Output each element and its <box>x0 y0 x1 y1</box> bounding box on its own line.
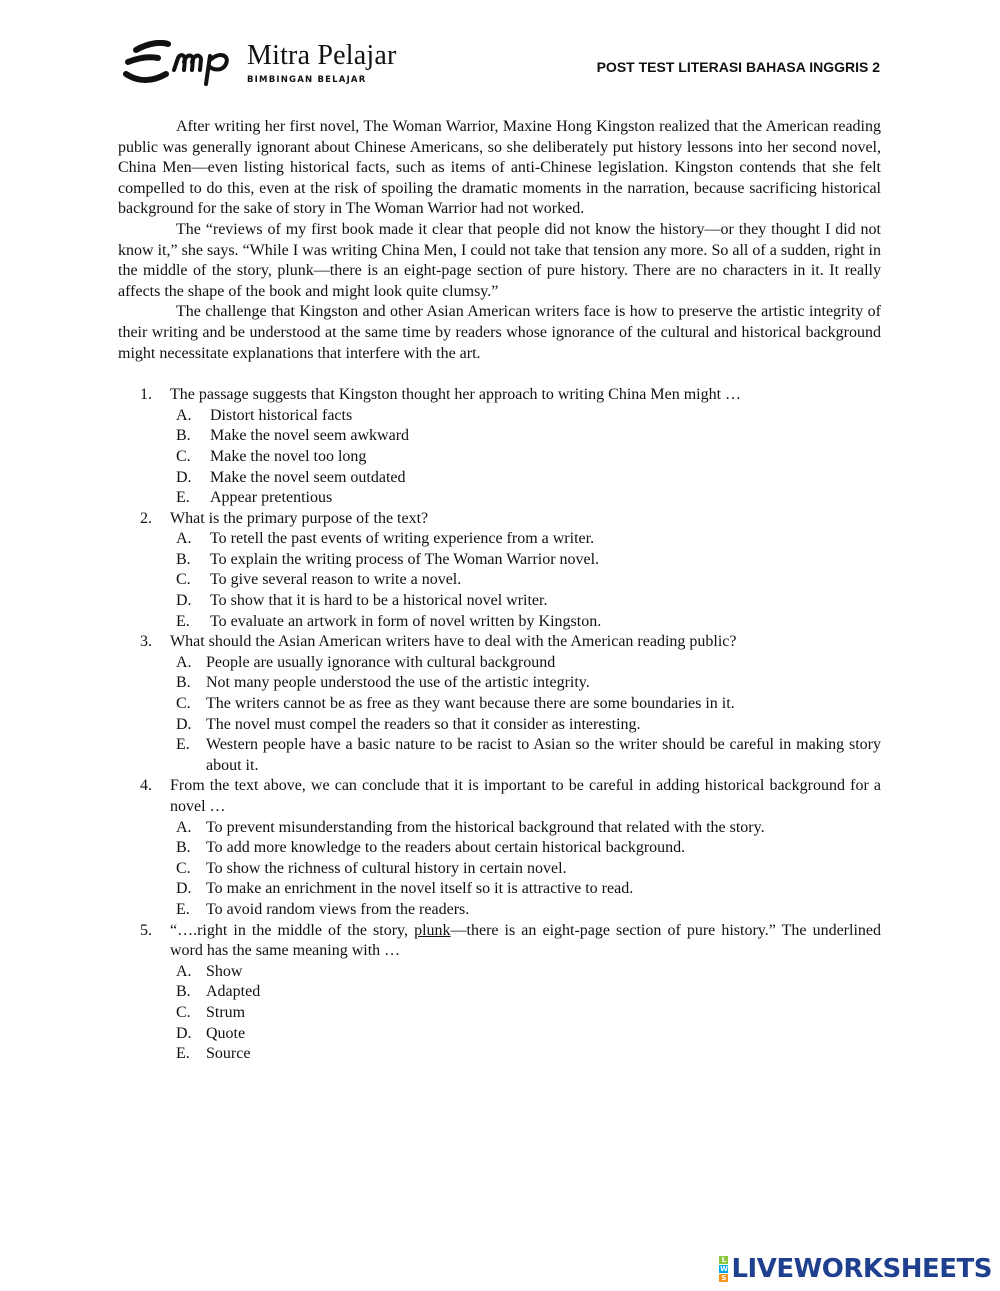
option-item[interactable] <box>170 488 881 509</box>
option-letter: B. <box>176 674 191 692</box>
option-letter: D. <box>176 715 192 733</box>
option-letter: C. <box>176 447 191 465</box>
option-text: Make the novel too long <box>210 447 367 465</box>
logo-name: Mitra Pelajar <box>247 40 397 71</box>
option-letter: C. <box>176 859 191 877</box>
question-list <box>118 385 881 1065</box>
option-letter: D. <box>176 880 192 898</box>
option-item[interactable] <box>170 879 881 900</box>
liveworksheets-logo-icon <box>719 1256 728 1283</box>
option-letter: D. <box>176 1024 192 1042</box>
underlined-word: plunk <box>414 921 451 939</box>
question-number: 3. <box>140 633 152 651</box>
option-letter: E. <box>176 612 190 630</box>
option-letter: D. <box>176 468 192 486</box>
option-item[interactable] <box>170 673 881 694</box>
option-text: To give several reason to write a novel. <box>210 571 462 589</box>
option-list <box>170 653 881 777</box>
option-letter: C. <box>176 571 191 589</box>
question-text-before: “….right in the middle of the story, <box>170 921 415 939</box>
option-text: To retell the past events of writing experience from a writer. <box>210 530 595 548</box>
document-title: POST TEST LITERASI BAHASA INGGRIS 2 <box>596 59 880 75</box>
question-number: 4. <box>140 777 152 795</box>
option-item[interactable] <box>170 468 881 489</box>
option-text: Western people have a basic nature to be racist to Asian so the writer should be careful in making story about it. <box>206 736 881 774</box>
option-text: Not many people understood the use of the artistic integrity. <box>206 674 590 692</box>
question-5 <box>118 921 881 1065</box>
option-item[interactable] <box>170 550 881 571</box>
option-text: Source <box>206 1045 251 1063</box>
page-header <box>0 0 1000 100</box>
option-letter: A. <box>176 962 192 980</box>
option-list <box>170 962 881 1065</box>
option-text: Appear pretentious <box>210 489 333 507</box>
option-text: To add more knowledge to the readers about certain historical background. <box>206 839 686 857</box>
option-letter: B. <box>176 983 191 1001</box>
option-item[interactable] <box>170 859 881 880</box>
option-letter: E. <box>176 736 190 754</box>
option-text: Strum <box>206 1003 246 1021</box>
option-text: To show the richness of cultural history in certain novel. <box>206 859 567 877</box>
option-item[interactable] <box>170 426 881 447</box>
liveworksheets-brand[interactable] <box>719 1254 992 1284</box>
reading-passage <box>118 117 881 364</box>
option-text: To prevent misunderstanding from the historical background that related with the story. <box>206 818 765 836</box>
passage-paragraph: After writing her first novel, The Woman Warrior, Maxine Hong Kingston realized that the American reading public was generally ignorant about Chinese Americans, so she deliberately put history lessons into her second novel, China Men—even listing historical facts, such as items of anti-Chinese legislation. Kingston contends that she felt compelled to do this, even at the risk of spoiling the dramatic moments in the narration, because sacrificing historical background for the sake of story in The Woman Warrior had not worked. <box>118 118 881 218</box>
passage-paragraph: The challenge that Kingston and other Asian American writers face is how to preserve the artistic integrity of their writing and be understood at the same time by readers whose ignorance of the cultural and historical background might necessitate explanations that interfere with the art. <box>118 303 881 362</box>
option-text: Make the novel seem awkward <box>210 427 410 445</box>
option-letter: B. <box>176 550 191 568</box>
question-text: What is the primary purpose of the text? <box>170 509 429 527</box>
option-text: People are usually ignorance with cultural background <box>206 653 556 671</box>
option-item[interactable] <box>170 1044 881 1065</box>
option-letter: E. <box>176 489 190 507</box>
option-letter: A. <box>176 653 192 671</box>
option-item[interactable] <box>170 715 881 736</box>
option-letter: C. <box>176 695 191 713</box>
question-number: 2. <box>140 509 152 527</box>
option-item[interactable] <box>170 612 881 633</box>
option-letter: D. <box>176 592 192 610</box>
option-item[interactable] <box>170 838 881 859</box>
brand-mark-letter: W <box>720 1264 728 1273</box>
option-item[interactable] <box>170 1003 881 1024</box>
question-4 <box>118 776 881 920</box>
option-text: The novel must compel the readers so that it consider as interesting. <box>206 715 641 733</box>
option-letter: A. <box>176 818 192 836</box>
question-text-after: —there is an eight-page section of pure history.” The underlined word has the same meaning with … <box>170 921 881 960</box>
option-letter: B. <box>176 427 191 445</box>
option-letter: C. <box>176 1003 191 1021</box>
option-letter: A. <box>176 406 192 424</box>
option-letter: E. <box>176 1045 190 1063</box>
option-text: To show that it is hard to be a historical novel writer. <box>210 592 548 610</box>
logo-subtitle: BIMBINGAN BELAJAR <box>247 75 367 85</box>
option-item[interactable] <box>170 591 881 612</box>
question-text: From the text above, we can conclude that it is important to be careful in adding historical background for a novel … <box>170 777 881 815</box>
option-text: Make the novel seem outdated <box>210 468 406 486</box>
option-item[interactable] <box>170 735 881 776</box>
option-text: To make an enrichment in the novel itself so it is attractive to read. <box>206 880 634 898</box>
option-item[interactable] <box>170 1024 881 1045</box>
option-list <box>170 406 881 509</box>
brand-mark-letter: S <box>721 1273 727 1282</box>
question-2 <box>118 509 881 633</box>
option-text: Show <box>206 962 243 980</box>
option-item[interactable] <box>170 900 881 921</box>
question-number: 1. <box>140 386 152 404</box>
option-text: To evaluate an artwork in form of novel written by Kingston. <box>210 612 602 630</box>
option-item[interactable] <box>170 982 881 1003</box>
option-item[interactable] <box>170 447 881 468</box>
mitra-pelajar-logo <box>122 36 422 90</box>
option-item[interactable] <box>170 962 881 983</box>
option-item[interactable] <box>170 653 881 674</box>
option-letter: B. <box>176 839 191 857</box>
option-item[interactable] <box>170 529 881 550</box>
option-letter: E. <box>176 900 190 918</box>
option-list <box>170 818 881 921</box>
brand-mark-letter: L <box>719 1256 728 1264</box>
worksheet-content <box>118 117 881 1065</box>
question-text <box>170 921 881 962</box>
option-text: Quote <box>206 1024 246 1042</box>
emp-logo-mark-icon <box>122 40 240 86</box>
option-item[interactable] <box>170 694 881 715</box>
question-1 <box>118 385 881 509</box>
option-list <box>170 529 881 632</box>
option-letter: A. <box>176 530 192 548</box>
option-item[interactable] <box>170 570 881 591</box>
passage-paragraph: The “reviews of my first book made it clear that people did not know the history—or they thought I did not know it,” she says. “While I was writing China Men, I could not take that tension any more. So all of a sudden, right in the middle of the story, plunk—there is an eight-page section of pure history. There are no characters in it. It really affects the shape of the book and might look quite clumsy.” <box>118 220 881 300</box>
question-text: What should the Asian American writers have to deal with the American reading public? <box>170 633 737 651</box>
question-3 <box>118 632 881 776</box>
question-number: 5. <box>140 921 152 939</box>
option-text: To explain the writing process of The Woman Warrior novel. <box>210 550 600 568</box>
option-text: To avoid random views from the readers. <box>206 900 470 918</box>
option-text: Adapted <box>206 983 261 1001</box>
option-text: Distort historical facts <box>210 406 353 424</box>
option-item[interactable] <box>170 818 881 839</box>
option-item[interactable] <box>170 406 881 427</box>
brand-text: LIVEWORKSHEETS <box>731 1254 992 1284</box>
option-text: The writers cannot be as free as they want because there are some boundaries in it. <box>206 695 735 713</box>
question-text: The passage suggests that Kingston thought her approach to writing China Men might … <box>170 386 742 404</box>
